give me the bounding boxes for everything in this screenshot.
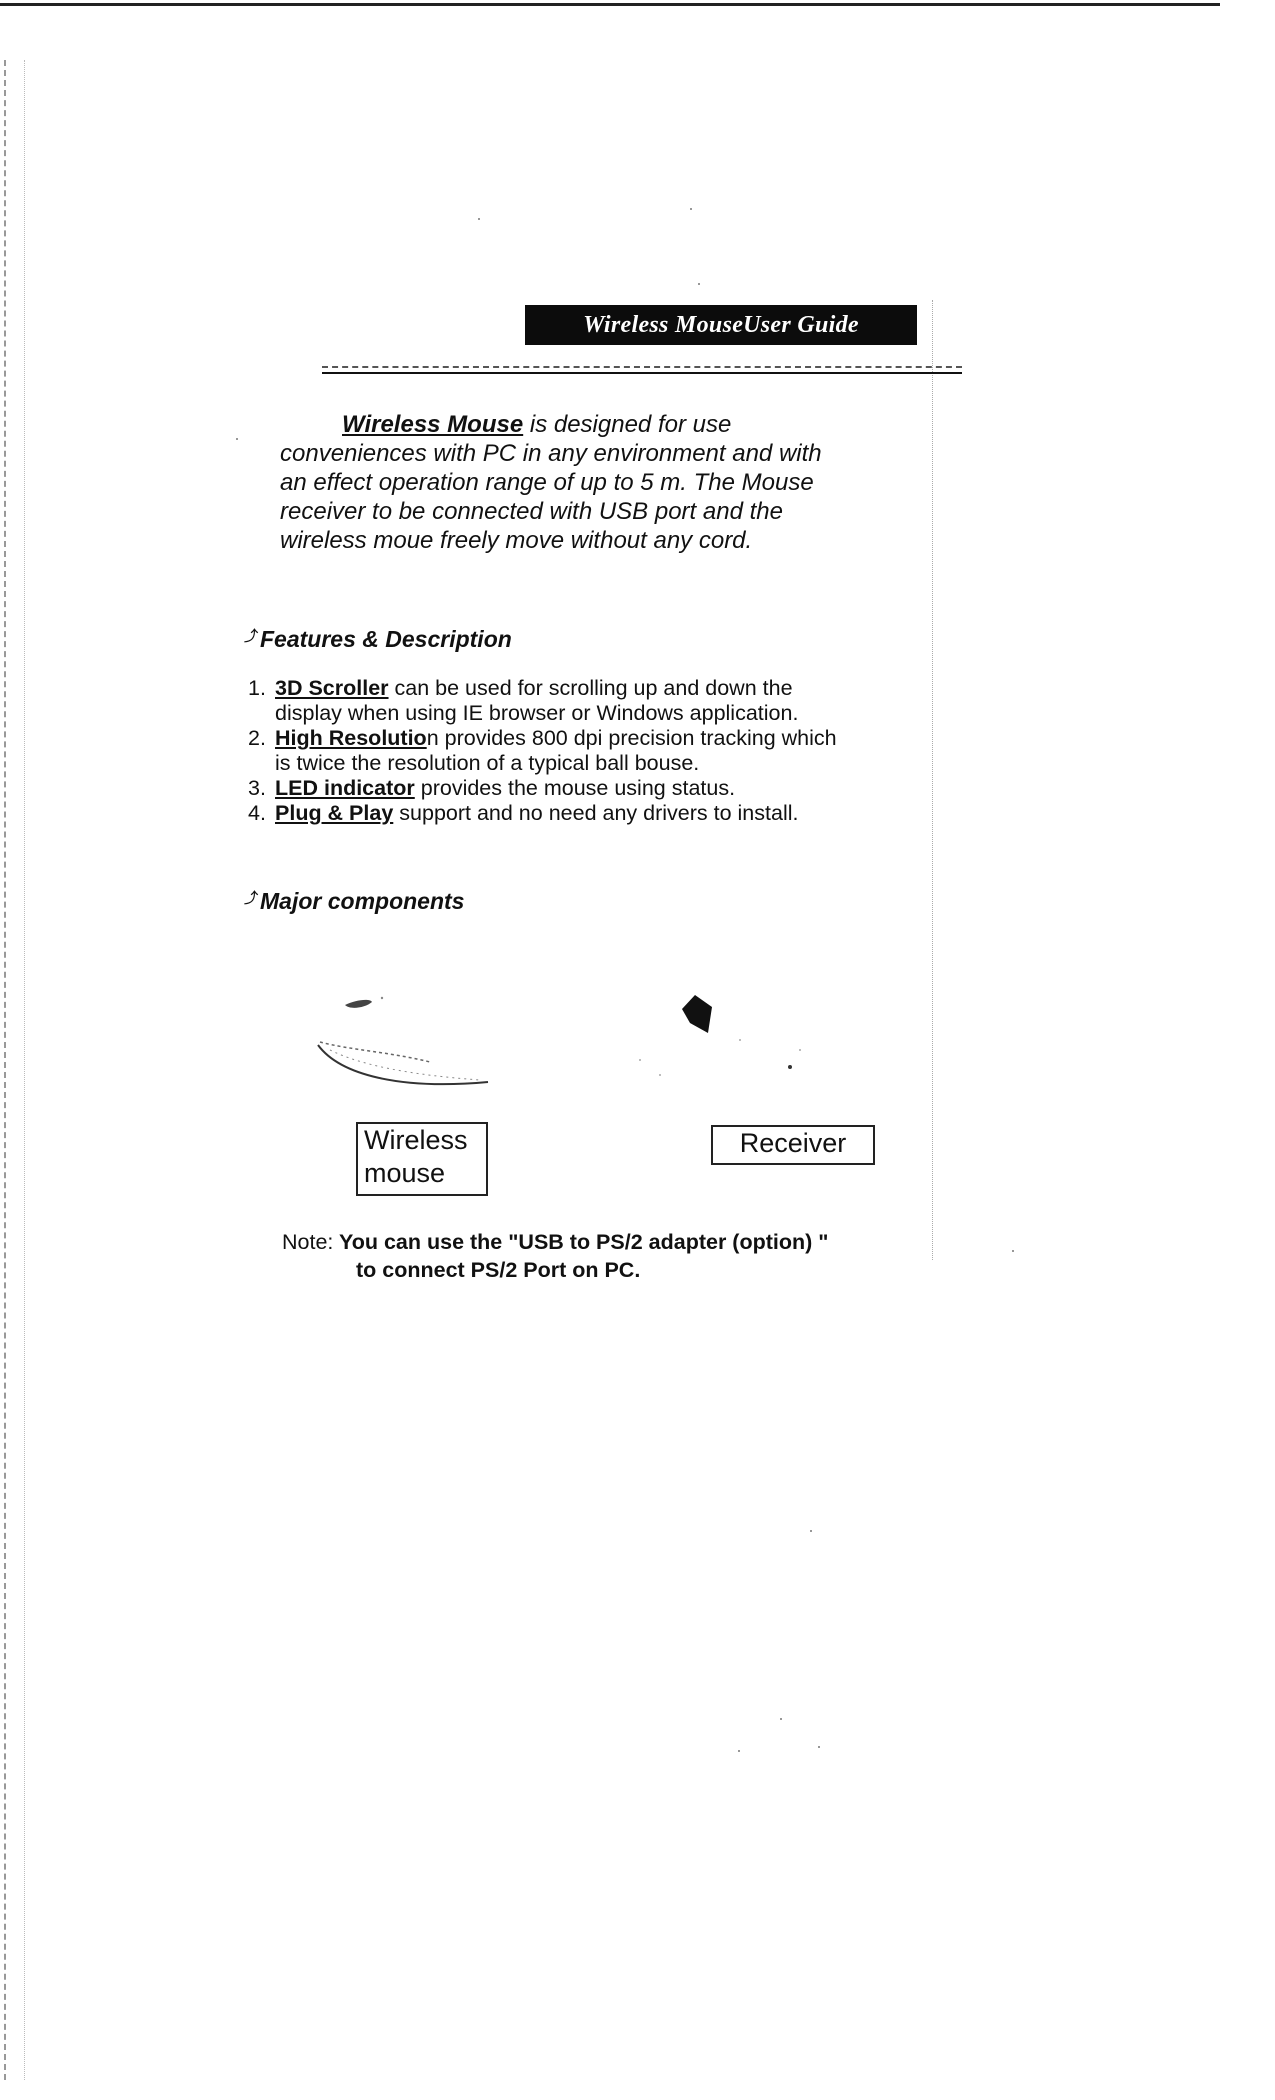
arrow-marker-icon: ⤴ (244, 890, 258, 906)
scan-speck (236, 438, 238, 440)
feature-text: support and no need any drivers to install. (399, 801, 799, 825)
scan-speck (698, 283, 700, 285)
feature-number: 4. (248, 801, 266, 825)
left-scan-edge-inner (24, 60, 25, 2080)
left-scan-edge (4, 60, 6, 2080)
note-label: Note: (282, 1230, 334, 1254)
scan-speck (478, 218, 480, 220)
components-heading-text: Major components (260, 888, 465, 914)
scan-speck (810, 1530, 812, 1532)
features-list (248, 676, 938, 826)
feature-text-cont: display when using IE browser or Windows application. (275, 701, 799, 725)
feature-text: provides the mouse using status. (420, 776, 736, 800)
feature-text: can be used for scrolling up and down the (394, 676, 793, 700)
features-heading-text: Features & Description (260, 626, 512, 652)
adapter-note (282, 1228, 942, 1284)
feature-body (275, 676, 798, 726)
feature-body (275, 776, 735, 801)
feature-number: 2. (248, 726, 266, 750)
mouse-caption-line-2: mouse (364, 1158, 446, 1188)
note-line-1: You can use the "USB to PS/2 adapter (option) " (338, 1230, 829, 1254)
receiver-illustration (620, 995, 850, 1095)
feature-number: 3. (248, 776, 266, 800)
wireless-mouse-illustration (310, 990, 500, 1100)
feature-text: n provides 800 dpi precision tracking which (426, 726, 837, 750)
intro-paragraph (280, 410, 930, 555)
feature-name: Plug & Play (275, 801, 394, 825)
scan-speck (690, 208, 692, 210)
feature-text-cont: is twice the resolution of a typical ball bouse. (275, 751, 700, 775)
intro-line-4: receiver to be connected with USB port and the (280, 498, 783, 525)
feature-name: LED indicator (275, 776, 415, 800)
feature-item (248, 676, 938, 726)
scan-speck (738, 1750, 740, 1752)
feature-name: 3D Scroller (275, 676, 389, 700)
components-heading (244, 888, 464, 915)
feature-item (248, 726, 938, 776)
intro-line-2: conveniences with PC in any environment and with (280, 440, 822, 467)
intro-line-3: an effect operation range of up to 5 m. The Mouse (280, 469, 814, 496)
top-border (0, 3, 1220, 6)
receiver-caption: Receiver (711, 1125, 875, 1165)
feature-number: 1. (248, 676, 266, 700)
feature-body (275, 726, 837, 776)
feature-item (248, 801, 938, 826)
features-heading (244, 626, 512, 653)
feature-item (248, 776, 938, 801)
title-rule-dashed (322, 366, 962, 368)
scan-speck (818, 1746, 820, 1748)
arrow-marker-icon: ⤴ (244, 628, 258, 644)
feature-body (275, 801, 798, 826)
mouse-caption-line-1: Wireless (364, 1125, 468, 1155)
intro-line-1 (280, 410, 930, 439)
title-rule (322, 372, 962, 374)
wireless-mouse-caption (356, 1122, 488, 1196)
feature-name: High Resolutio (275, 726, 427, 750)
scan-speck (1012, 1250, 1014, 1252)
intro-line-5: wireless moue freely move without any cord. (280, 527, 753, 554)
guide-title-banner: Wireless MouseUser Guide (525, 305, 917, 345)
note-line-2: to connect PS/2 Port on PC. (356, 1258, 641, 1282)
intro-text: is designed for use (529, 411, 732, 438)
intro-product-name: Wireless Mouse (342, 411, 524, 438)
scan-speck (780, 1718, 782, 1720)
